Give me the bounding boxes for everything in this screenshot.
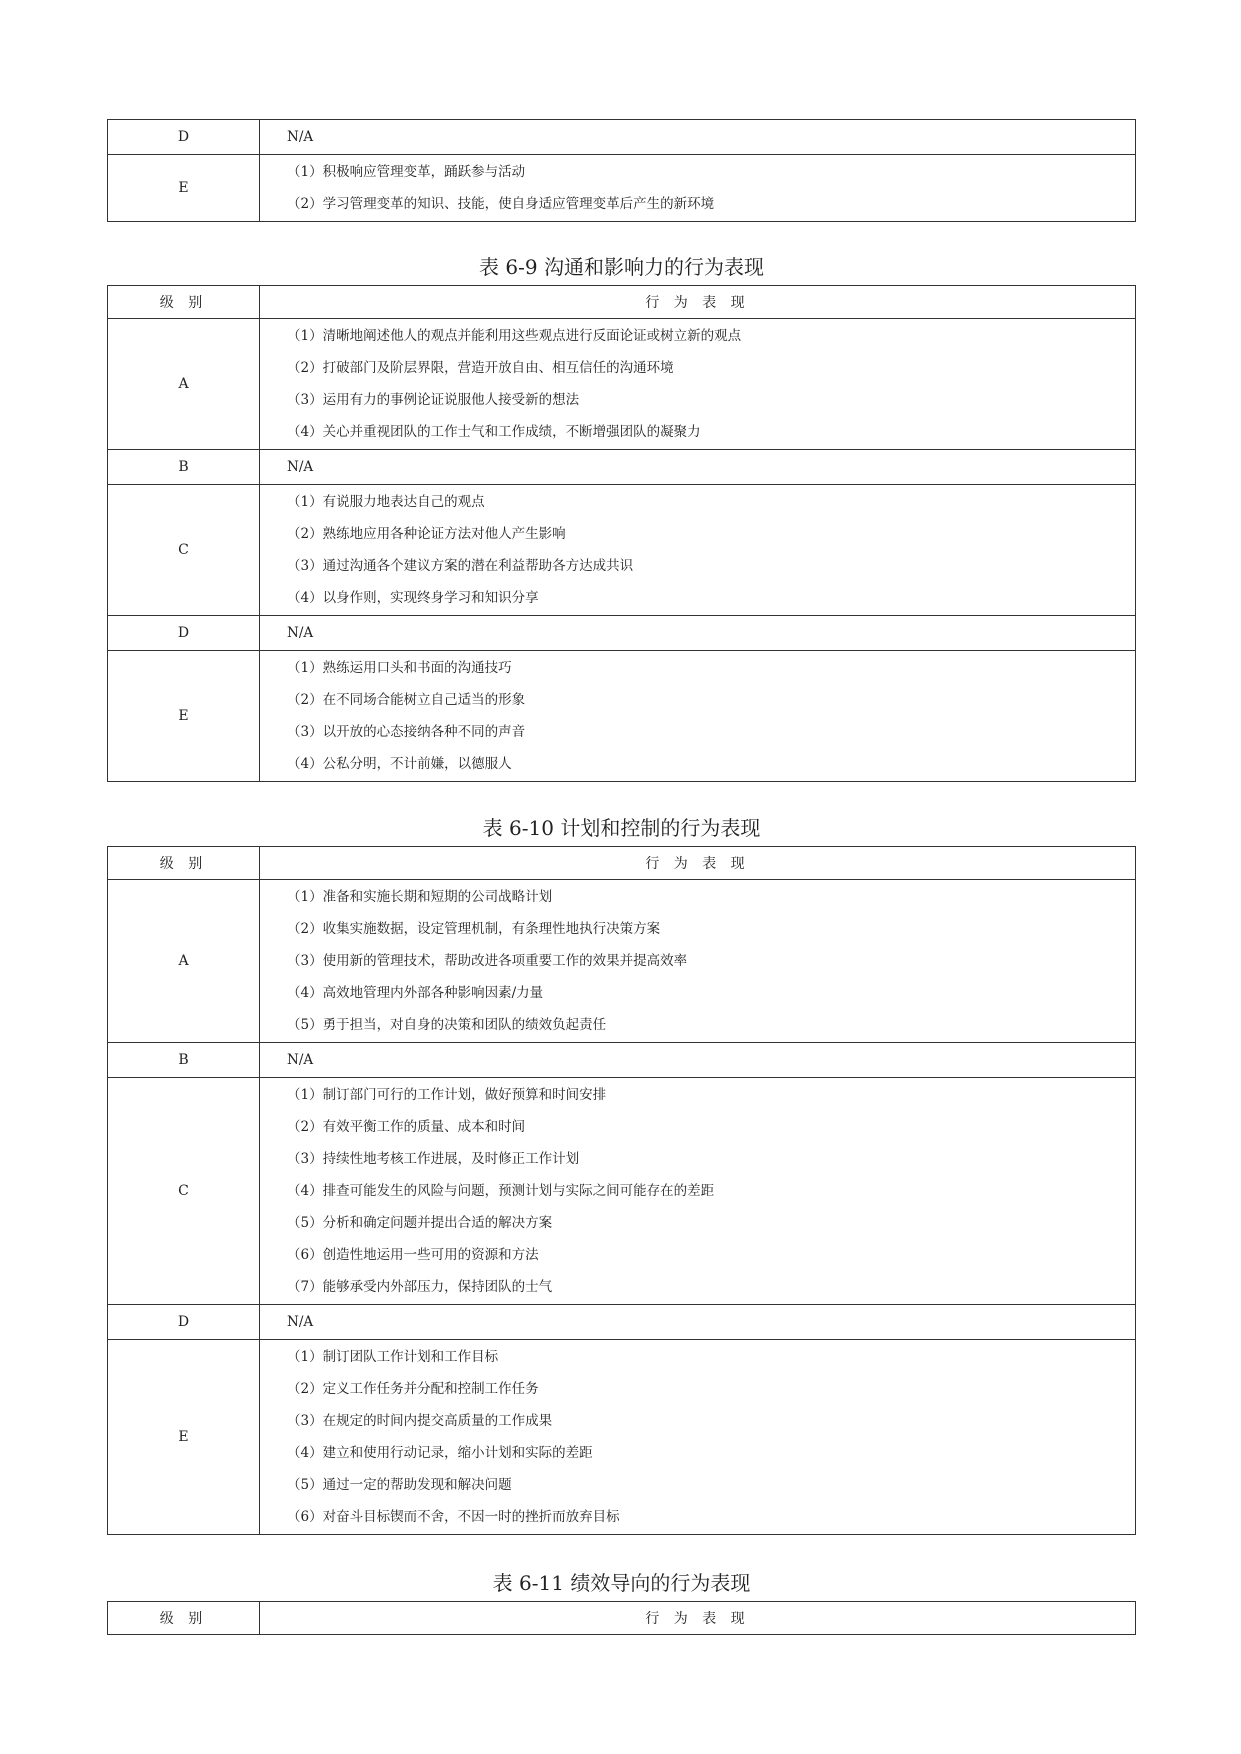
table-row	[108, 616, 1136, 651]
table-row	[108, 1305, 1136, 1340]
behavior-item: （2）熟练地应用各种论证方法对他人产生影响	[287, 526, 566, 542]
behavior-item: （2）有效平衡工作的质量、成本和时间	[287, 1119, 526, 1135]
table-row	[108, 319, 1136, 450]
behavior-item: （3）在规定的时间内提交高质量的工作成果	[287, 1413, 553, 1429]
table-row	[108, 450, 1136, 485]
behavior-item: （4）公私分明，不计前嫌，以德服人	[287, 756, 512, 772]
header-level-cell: 级 别	[108, 286, 260, 319]
behavior-item: N/A	[287, 459, 314, 475]
behavior-item: （2）定义工作任务并分配和控制工作任务	[287, 1381, 539, 1397]
table-row	[108, 1078, 1136, 1305]
table-header-row	[108, 286, 1136, 319]
table-row	[108, 651, 1136, 782]
level-cell: B	[108, 450, 260, 485]
behavior-item: N/A	[287, 1052, 314, 1068]
behavior-item: （6）创造性地运用一些可用的资源和方法	[287, 1247, 539, 1263]
behavior-item: N/A	[287, 625, 314, 641]
behavior-list	[287, 1305, 1135, 1339]
behavior-item: （2）学习管理变革的知识、技能，使自身适应管理变革后产生的新环境	[287, 196, 715, 212]
header-level-cell: 级 别	[108, 1602, 260, 1635]
level-cell: B	[108, 1043, 260, 1078]
level-cell: D	[108, 120, 260, 155]
behavior-item: （6）对奋斗目标锲而不舍，不因一时的挫折而放弃目标	[287, 1509, 620, 1525]
header-behavior-cell: 行 为 表 现	[260, 847, 1136, 880]
behavior-item: （7）能够承受内外部压力，保持团队的士气	[287, 1279, 553, 1295]
header-behavior-cell: 行 为 表 现	[260, 286, 1136, 319]
level-cell: D	[108, 616, 260, 651]
behavior-item: （4）建立和使用行动记录，缩小计划和实际的差距	[287, 1445, 593, 1461]
table-6-11	[107, 1601, 1136, 1635]
behavior-cell	[260, 1340, 1136, 1535]
behavior-item: （1）有说服力地表达自己的观点	[287, 494, 485, 510]
behavior-item: （1）熟练运用口头和书面的沟通技巧	[287, 660, 512, 676]
level-cell: D	[108, 1305, 260, 1340]
behavior-item: （5）分析和确定问题并提出合适的解决方案	[287, 1215, 553, 1231]
level-cell: C	[108, 1078, 260, 1305]
behavior-list	[287, 155, 1135, 221]
table-row	[108, 485, 1136, 616]
table-row	[108, 880, 1136, 1043]
table-6-10	[107, 846, 1136, 1535]
table-6-10-caption: 表 6-10 计划和控制的行为表现	[482, 816, 761, 840]
table-header-row	[108, 1602, 1136, 1635]
level-cell: A	[108, 880, 260, 1043]
behavior-list	[287, 651, 1135, 781]
behavior-list	[287, 1340, 1135, 1534]
behavior-cell	[260, 155, 1136, 222]
header-level-cell: 级 别	[108, 847, 260, 880]
behavior-cell	[260, 450, 1136, 485]
behavior-item: N/A	[287, 129, 314, 145]
behavior-item: N/A	[287, 1314, 314, 1330]
behavior-list	[287, 485, 1135, 615]
behavior-item: （3）运用有力的事例论证说服他人接受新的想法	[287, 392, 580, 408]
behavior-item: （3）使用新的管理技术，帮助改进各项重要工作的效果并提高效率	[287, 953, 688, 969]
behavior-item: （1）积极响应管理变革，踊跃参与活动	[287, 164, 526, 180]
level-cell: E	[108, 155, 260, 222]
behavior-cell	[260, 1078, 1136, 1305]
table-6-9	[107, 285, 1136, 782]
behavior-list	[287, 120, 1135, 154]
behavior-cell	[260, 120, 1136, 155]
behavior-list	[287, 1078, 1135, 1304]
behavior-item: （4）以身作则，实现终身学习和知识分享	[287, 590, 539, 606]
behavior-item: （1）准备和实施长期和短期的公司战略计划	[287, 889, 553, 905]
behavior-item: （2）在不同场合能树立自己适当的形象	[287, 692, 526, 708]
table-row	[108, 1340, 1136, 1535]
behavior-item: （3）通过沟通各个建议方案的潜在利益帮助各方达成共识	[287, 558, 634, 574]
table-6-11-caption: 表 6-11 绩效导向的行为表现	[492, 1571, 751, 1595]
table-row	[108, 120, 1136, 155]
behavior-item: （5）通过一定的帮助发现和解决问题	[287, 1477, 512, 1493]
table-6-9-caption: 表 6-9 沟通和影响力的行为表现	[479, 255, 764, 279]
level-cell: E	[108, 651, 260, 782]
level-cell: A	[108, 319, 260, 450]
table-header-row	[108, 847, 1136, 880]
behavior-list	[287, 880, 1135, 1042]
behavior-item: （5）勇于担当，对自身的决策和团队的绩效负起责任	[287, 1017, 607, 1033]
behavior-item: （2）收集实施数据，设定管理机制，有条理性地执行决策方案	[287, 921, 661, 937]
behavior-item: （4）排查可能发生的风险与问题，预测计划与实际之间可能存在的差距	[287, 1183, 715, 1199]
level-cell: C	[108, 485, 260, 616]
behavior-item: （4）高效地管理内外部各种影响因素/力量	[287, 985, 544, 1001]
behavior-list	[287, 1043, 1135, 1077]
level-cell: E	[108, 1340, 260, 1535]
behavior-list	[287, 450, 1135, 484]
behavior-list	[287, 319, 1135, 449]
behavior-cell	[260, 651, 1136, 782]
behavior-item: （3）以开放的心态接纳各种不同的声音	[287, 724, 526, 740]
behavior-cell	[260, 485, 1136, 616]
behavior-item: （4）关心并重视团队的工作士气和工作成绩，不断增强团队的凝聚力	[287, 424, 701, 440]
table-continued	[107, 119, 1136, 222]
header-behavior-cell: 行 为 表 现	[260, 1602, 1136, 1635]
behavior-item: （3）持续性地考核工作进展，及时修正工作计划	[287, 1151, 580, 1167]
behavior-item: （1）制订部门可行的工作计划，做好预算和时间安排	[287, 1087, 607, 1103]
behavior-item: （1）制订团队工作计划和工作目标	[287, 1349, 499, 1365]
behavior-cell	[260, 319, 1136, 450]
behavior-cell	[260, 1043, 1136, 1078]
table-row	[108, 1043, 1136, 1078]
behavior-cell	[260, 616, 1136, 651]
behavior-cell	[260, 880, 1136, 1043]
table-row	[108, 155, 1136, 222]
behavior-list	[287, 616, 1135, 650]
behavior-item: （2）打破部门及阶层界限，营造开放自由、相互信任的沟通环境	[287, 360, 674, 376]
behavior-item: （1）清晰地阐述他人的观点并能利用这些观点进行反面论证或树立新的观点	[287, 328, 742, 344]
behavior-cell	[260, 1305, 1136, 1340]
